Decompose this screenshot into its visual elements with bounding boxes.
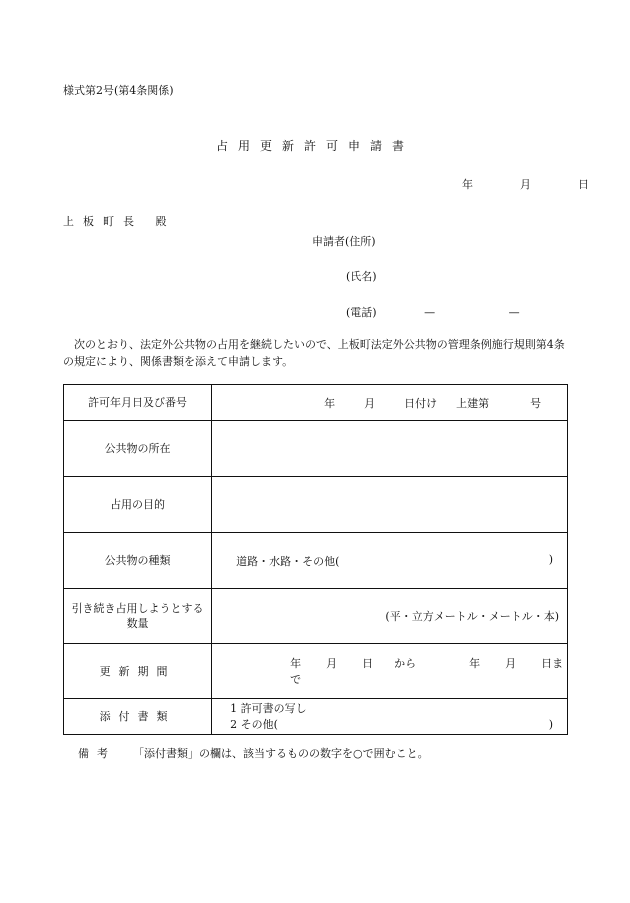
period-field[interactable]: [212, 644, 568, 699]
attachment-close: ): [548, 717, 553, 731]
attachments-field[interactable]: [212, 699, 568, 735]
permit-date-number-label: 許可年月日及び番号: [64, 385, 212, 421]
period-start-year: 年: [290, 657, 302, 670]
table-row: [64, 477, 568, 533]
purpose-field[interactable]: [212, 477, 568, 533]
applicant-address-label: 申請者(住所): [312, 235, 376, 248]
permit-year: 年: [324, 396, 336, 410]
attachment-item: 1 許可書の写し: [230, 701, 307, 715]
permit-date-suffix: 日付け: [404, 396, 438, 410]
addressee: 上板町長 殿: [63, 215, 176, 228]
table-row: [64, 533, 568, 589]
period-start-day: 日: [362, 657, 374, 670]
quantity-field[interactable]: [212, 589, 568, 644]
table-row: [64, 385, 568, 421]
period-from: から: [394, 657, 417, 670]
application-table: [63, 384, 568, 735]
location-field[interactable]: [212, 421, 568, 477]
type-field[interactable]: [212, 533, 568, 589]
table-row: [64, 589, 568, 644]
date-line: [462, 176, 589, 192]
phone-separator: —: [508, 306, 520, 319]
permit-month: 月: [364, 396, 376, 410]
applicant-phone-line: [346, 304, 520, 320]
type-options: 道路・水路・その他(: [236, 554, 340, 568]
period-start-month: 月: [326, 657, 338, 670]
application-statement: 次のとおり、法定外公共物の占用を継続したいので、上板町法定外公共物の管理条例施行規則第4条の規定により、関係書類を添えて申請します。: [63, 338, 565, 368]
quantity-units: (平・立方メートル・メートル・本): [385, 610, 559, 623]
table-row: [64, 644, 568, 699]
table-row: [64, 421, 568, 477]
permit-number-prefix: 上建第: [456, 396, 490, 410]
form-number: 様式第2号(第4条関係): [63, 84, 174, 97]
document-title: 占用更新許可申請書: [215, 139, 414, 153]
permit-date-number-field[interactable]: [212, 385, 568, 421]
attachments-label: 添付書類: [64, 699, 212, 735]
quantity-label: 引き続き占用しようとする数量: [64, 589, 212, 644]
period-end-year: 年: [469, 657, 481, 670]
type-label: 公共物の種類: [64, 533, 212, 589]
date-year: 年: [462, 178, 473, 191]
date-month: 月: [520, 178, 531, 191]
remarks-label: 備考: [78, 747, 116, 760]
applicant-phone-label: (電話): [346, 306, 377, 319]
remarks-text: 「添付書類」の欄は、該当するものの数字を○で囲むこと。: [133, 747, 429, 760]
permit-number-suffix: 号: [530, 396, 542, 410]
period-end-month: 月: [505, 657, 517, 670]
applicant-name-label: (氏名): [346, 270, 377, 283]
type-close: ): [548, 552, 553, 566]
period-label: 更新期間: [64, 644, 212, 699]
purpose-label: 占用の目的: [64, 477, 212, 533]
remarks: [78, 745, 429, 761]
date-day: 日: [578, 178, 589, 191]
location-label: 公共物の所在: [64, 421, 212, 477]
period-until: 日まで: [290, 657, 564, 686]
table-row: [64, 699, 568, 735]
attachment-item: 2 その他(: [230, 717, 278, 731]
phone-separator: —: [424, 306, 436, 319]
